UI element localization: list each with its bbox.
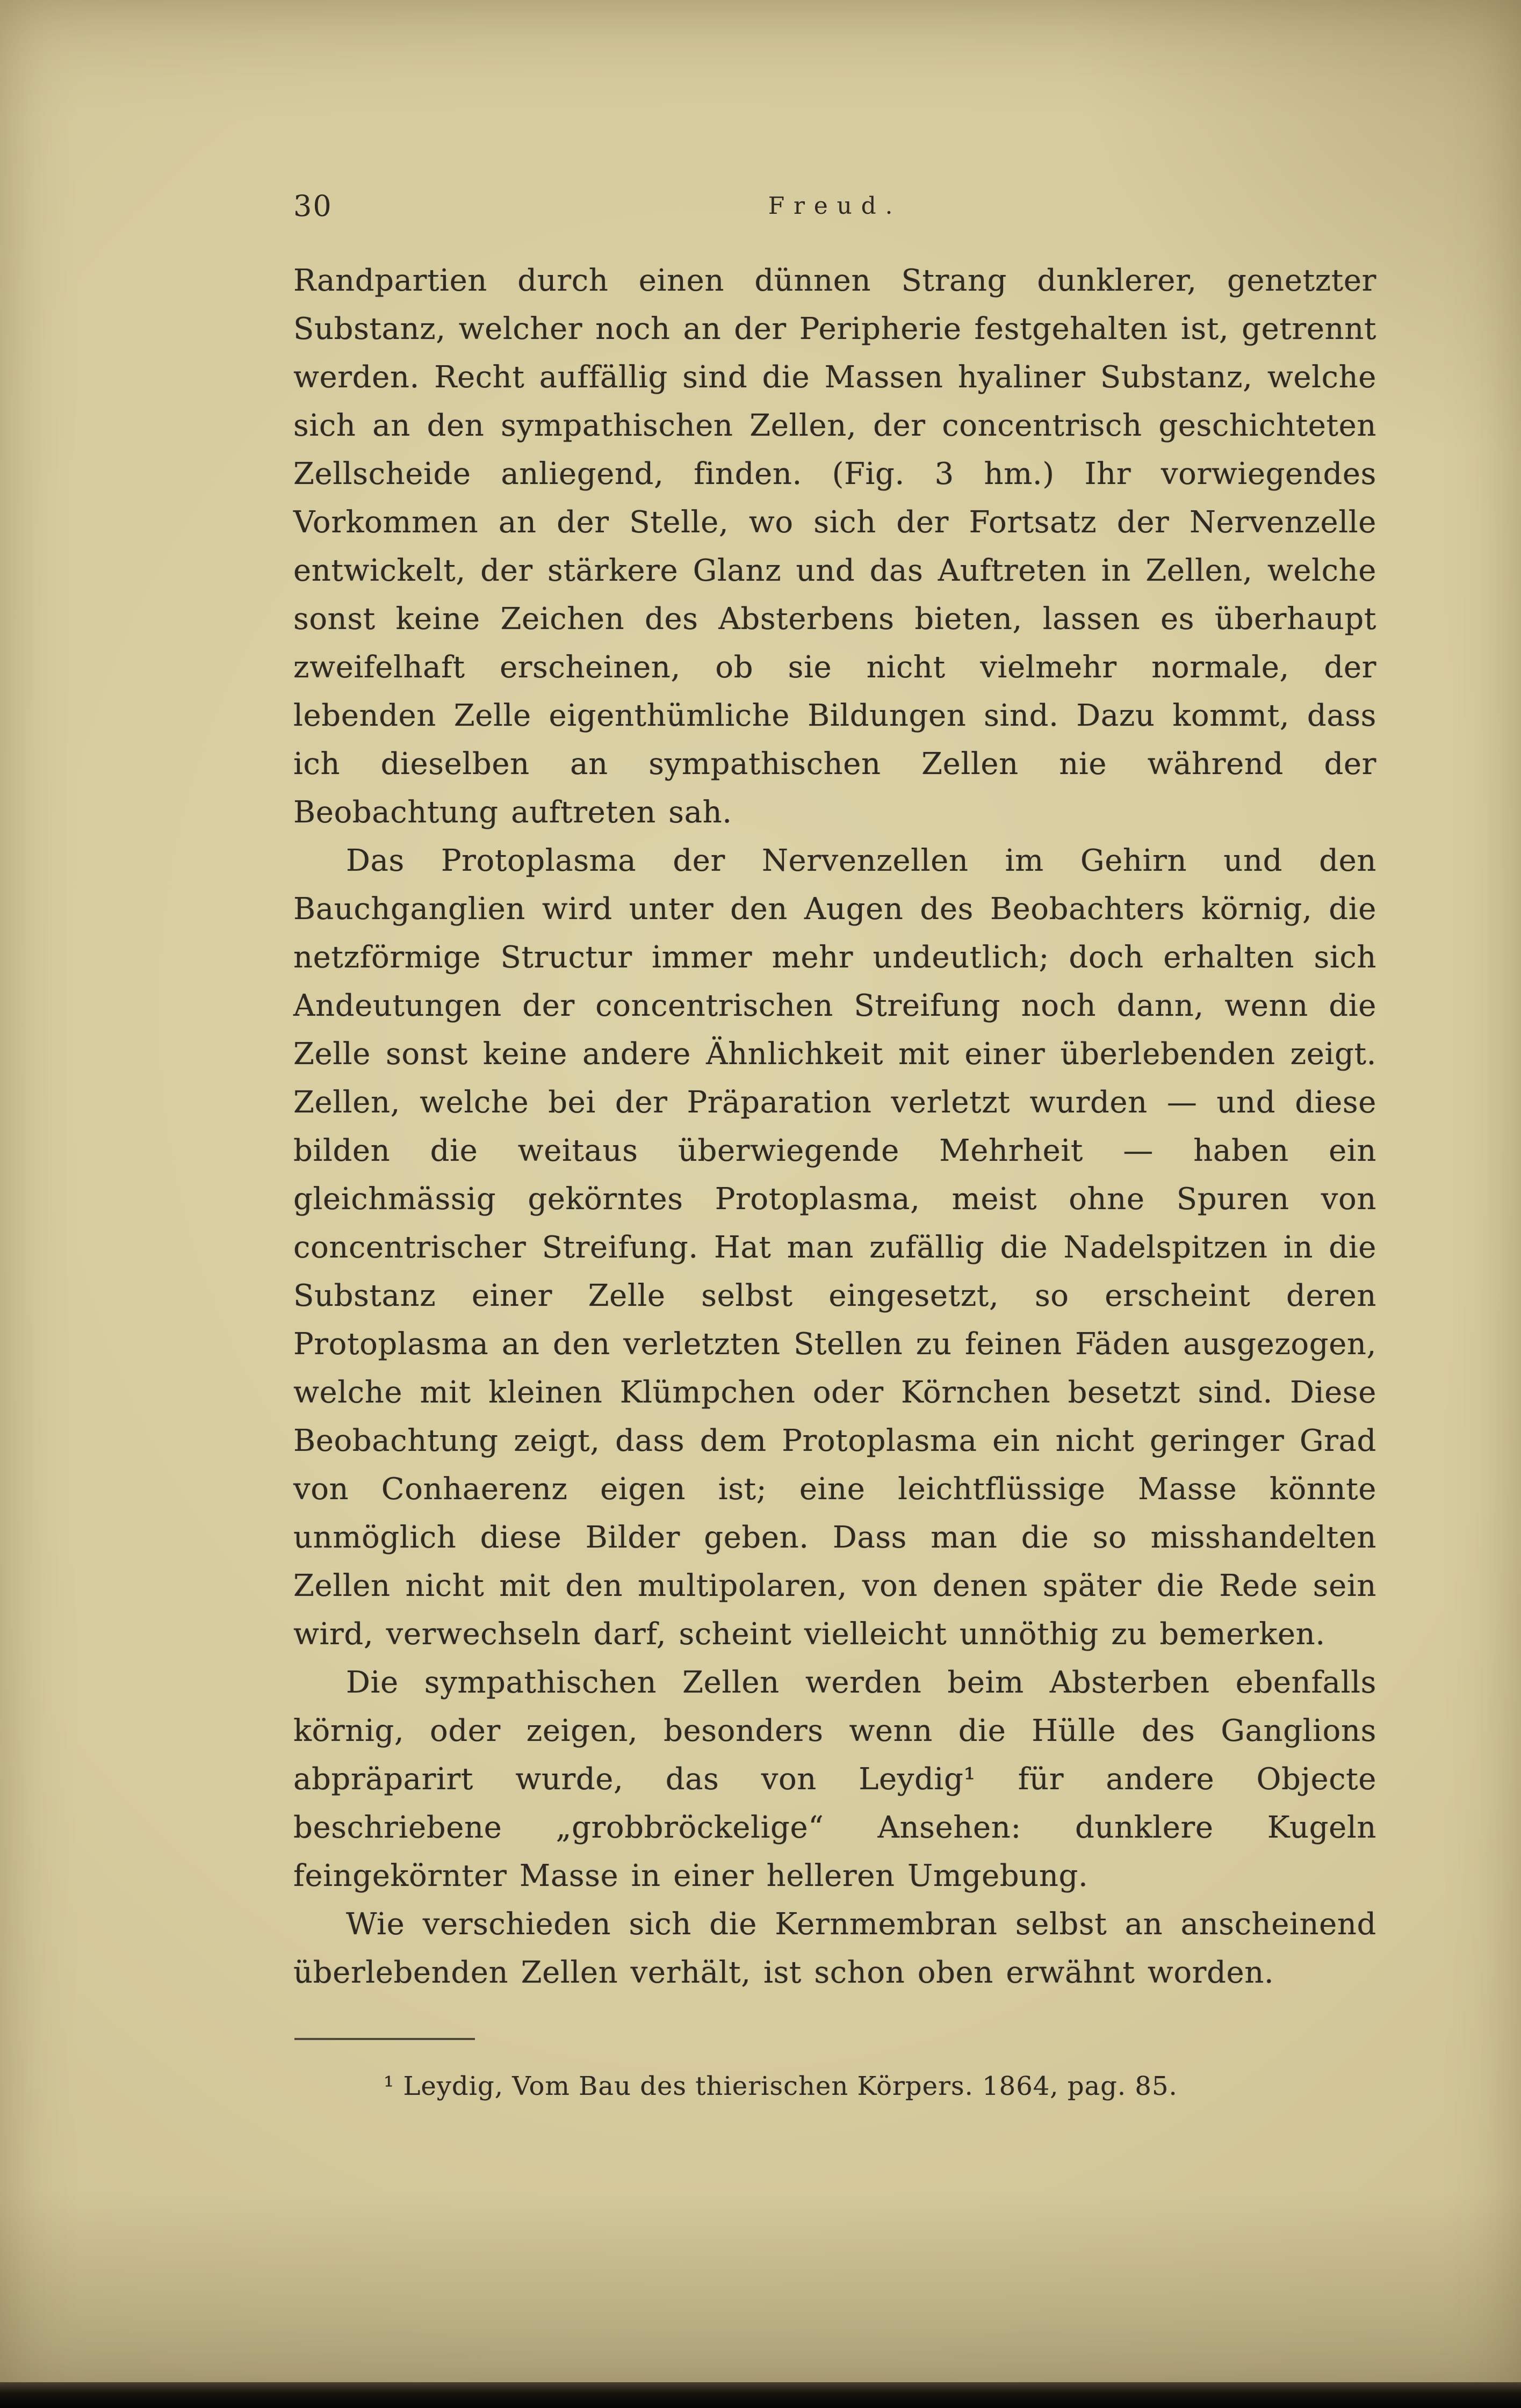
paragraph-kernmembran: Wie verschieden sich die Kernmembran selbst an anscheinend überlebenden Zellen verhält, ist schon oben erwähnt worden. (293, 1907, 1376, 1990)
paragraph-sympathische-zellen: Die sympathischen Zellen werden beim Absterben ebenfalls körnig, oder zeigen, besonders wenn die Hülle des Ganglions abpräparirt wurde, das von Leydig¹ für andere Objecte beschriebene „grobbröckelige“ Ansehen: dunklere Kugeln feingekörnter Masse in einer helleren Umgebung. (293, 1665, 1376, 1893)
running-title: Freud. (768, 192, 902, 220)
text-block (293, 257, 1376, 1997)
footnote: ¹ Leydig, Vom Bau des thierischen Körpers. 1864, pag. 85. (384, 2071, 1178, 2101)
page-header (293, 189, 1376, 227)
paragraph-protoplasma: Das Protoplasma der Nervenzellen im Gehirn und den Bauchganglien wird unter den Augen des Beobachters körnig, die netzförmige Structur immer mehr undeutlich; doch erhalten sich Andeutungen der concentrischen Streifung noch dann, wenn die Zelle sonst keine andere Ähnlichkeit mit einer überlebenden zeigt. Zellen, welche bei der Präparation verletzt wurden — und diese bilden die weitaus überwiegende Mehrheit — haben ein gleichmässig gekörntes Protoplasma, meist ohne Spuren von concentrischer Streifung. Hat man zufällig die Nadelspitzen in die Substanz einer Zelle selbst eingesetzt, so erscheint deren Protoplasma an den verletzten Stellen zu feinen Fäden ausgezogen, welche mit kleinen Klümpchen oder Körnchen besetzt sind. Diese Beobachtung zeigt, dass dem Protoplasma ein nicht geringer Grad von Conhaerenz eigen ist; eine leichtflüssige Masse könnte unmöglich diese Bilder geben. Dass man die so misshandelten Zellen nicht mit den multipolaren, von denen später die Rede sein wird, verwechseln darf, scheint vielleicht unnöthig zu bemerken. (293, 843, 1376, 1652)
scan-bottom-edge (0, 2382, 1521, 2408)
page-number: 30 (293, 189, 333, 223)
footnote-rule (294, 2038, 475, 2040)
paragraph-continuation: Randpartien durch einen dünnen Strang dunklerer, genetzter Substanz, welcher noch an der Peripherie festgehalten ist, getrennt werden. Recht auffällig sind die Massen hyaliner Substanz, welche sich an den sympathischen Zellen, der concentrisch geschichteten Zellscheide anliegend, finden. (Fig. 3 hm.) Ihr vorwiegendes Vorkommen an der Stelle, wo sich der Fortsatz der Nervenzelle entwickelt, der stärkere Glanz und das Auftreten in Zellen, welche sonst keine Zeichen des Absterbens bieten, lassen es überhaupt zweifelhaft erscheinen, ob sie nicht vielmehr normale, der lebenden Zelle eigenthümliche Bildungen sind. Dazu kommt, dass ich dieselben an sympathischen Zellen nie während der Beobachtung auftreten sah. (293, 263, 1376, 830)
